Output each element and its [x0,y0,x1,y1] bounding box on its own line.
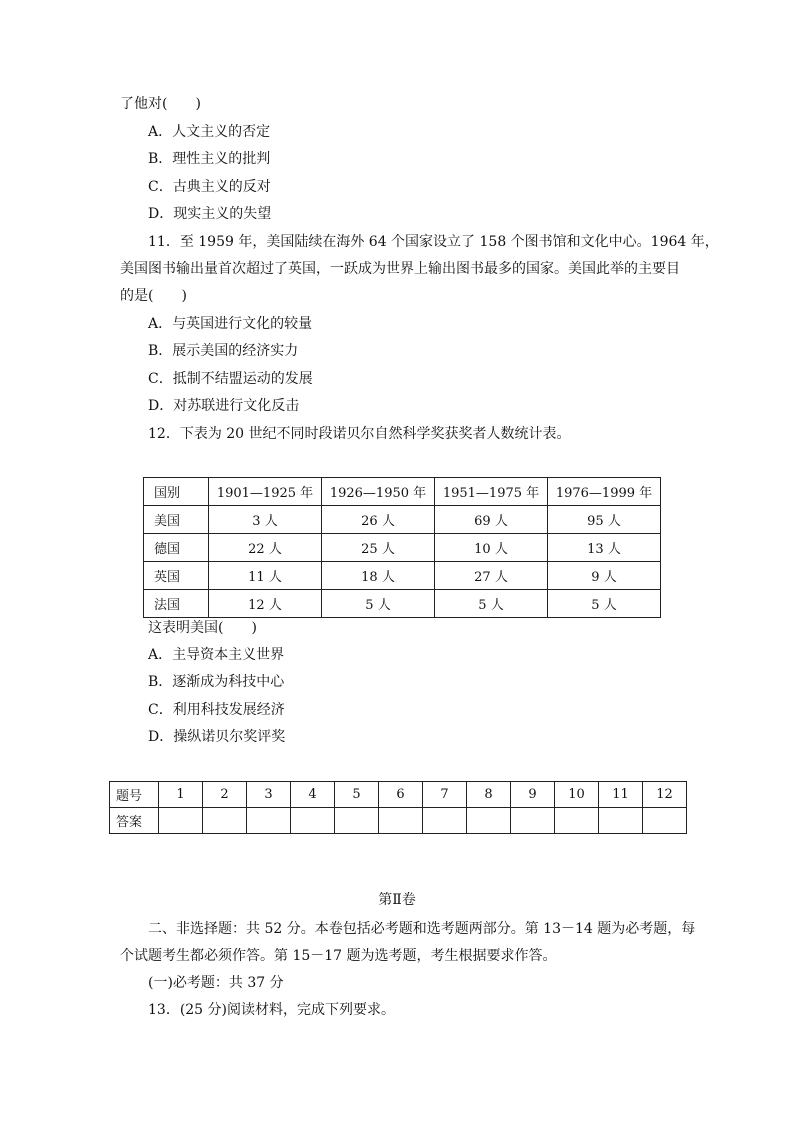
table-row [144,590,661,618]
text-line: A．与英国进行文化的较量 [148,316,313,332]
question-number-cell: 8 [467,782,511,808]
question-number-cell: 10 [555,782,599,808]
table-cell: 11 人 [209,562,322,590]
question-number-cell: 4 [291,782,335,808]
table-cell: 25 人 [322,534,435,562]
question-number-cell: 7 [423,782,467,808]
table-cell: 法国 [144,590,209,618]
text-line: A．人文主义的否定 [148,124,271,140]
answer-cell[interactable] [247,808,291,834]
table-cell: 5 人 [322,590,435,618]
answer-cell[interactable] [511,808,555,834]
table-cell: 26 人 [322,506,435,534]
question-number-cell: 1 [159,782,203,808]
answer-cell[interactable] [555,808,599,834]
text-line: 个试题考生都必须作答。第 15－17 题为选考题，考生根据要求作答。 [120,948,557,964]
table-cell: 69 人 [435,506,548,534]
answer-cell[interactable] [643,808,687,834]
row-label: 题号 [110,782,159,808]
text-line: B．逐渐成为科技中心 [148,674,285,690]
table-cell: 1976—1999 年 [548,478,661,506]
text-line: 第Ⅱ卷 [378,892,416,908]
answer-cell[interactable] [467,808,511,834]
table-cell: 1951—1975 年 [435,478,548,506]
answer-cell[interactable] [203,808,247,834]
answer-cell[interactable] [291,808,335,834]
text-line: C．抵制不结盟运动的发展 [148,371,313,387]
text-line: 12．下表为 20 世纪不同时段诺贝尔自然科学奖获奖者人数统计表。 [148,426,571,442]
table-cell: 13 人 [548,534,661,562]
answer-cell[interactable] [599,808,643,834]
text-line: 这表明美国( ) [148,620,257,636]
question-number-cell: 2 [203,782,247,808]
text-line: D．操纵诺贝尔奖评奖 [148,729,286,745]
table-row [144,562,661,590]
table-cell: 22 人 [209,534,322,562]
row-label: 答案 [110,808,159,834]
table-cell: 1901—1925 年 [209,478,322,506]
table-cell: 9 人 [548,562,661,590]
question-number-cell: 9 [511,782,555,808]
table-cell: 国别 [144,478,209,506]
text-line: 二、非选择题：共 52 分。本卷包括必考题和选考题两部分。第 13－14 题为必考题，每 [148,921,696,937]
answer-row [110,808,687,834]
answer-cell[interactable] [379,808,423,834]
answer-cell[interactable] [159,808,203,834]
table-cell: 5 人 [548,590,661,618]
text-line: D．现实主义的失望 [148,206,272,222]
text-line: A．主导资本主义世界 [148,647,285,663]
text-line: 13．(25 分)阅读材料，完成下列要求。 [148,1002,396,1018]
answer-cell[interactable] [423,808,467,834]
table-cell: 10 人 [435,534,548,562]
text-line: (一)必考题：共 37 分 [148,975,284,991]
text-line: 的是( ) [120,288,187,304]
text-line: C．古典主义的反对 [148,179,271,195]
answer-cell[interactable] [335,808,379,834]
text-line: B．展示美国的经济实力 [148,343,299,359]
text-line: C．利用科技发展经济 [148,702,285,718]
table-row [144,534,661,562]
table-cell: 1926—1950 年 [322,478,435,506]
table-header-row [144,478,661,506]
table-cell: 5 人 [435,590,548,618]
text-line: 美国图书输出量首次超过了英国，一跃成为世界上输出图书最多的国家。美国此举的主要目 [120,261,680,277]
nobel-stats-table [143,477,661,618]
table-cell: 英国 [144,562,209,590]
table-cell: 德国 [144,534,209,562]
table-row [144,506,661,534]
table-cell: 27 人 [435,562,548,590]
table-cell: 12 人 [209,590,322,618]
question-number-cell: 5 [335,782,379,808]
question-number-row [110,782,687,808]
text-line: D．对苏联进行文化反击 [148,398,300,414]
question-number-cell: 6 [379,782,423,808]
text-line: 11．至 1959 年，美国陆续在海外 64 个国家设立了 158 个图书馆和文化中心。1964 年， [148,234,719,250]
question-number-cell: 3 [247,782,291,808]
text-line: B．理性主义的批判 [148,151,271,167]
question-number-cell: 11 [599,782,643,808]
answer-sheet-table [109,781,687,834]
question-number-cell: 12 [643,782,687,808]
table-cell: 18 人 [322,562,435,590]
table-cell: 3 人 [209,506,322,534]
table-cell: 95 人 [548,506,661,534]
text-line: 了他对( ) [120,96,201,112]
table-cell: 美国 [144,506,209,534]
